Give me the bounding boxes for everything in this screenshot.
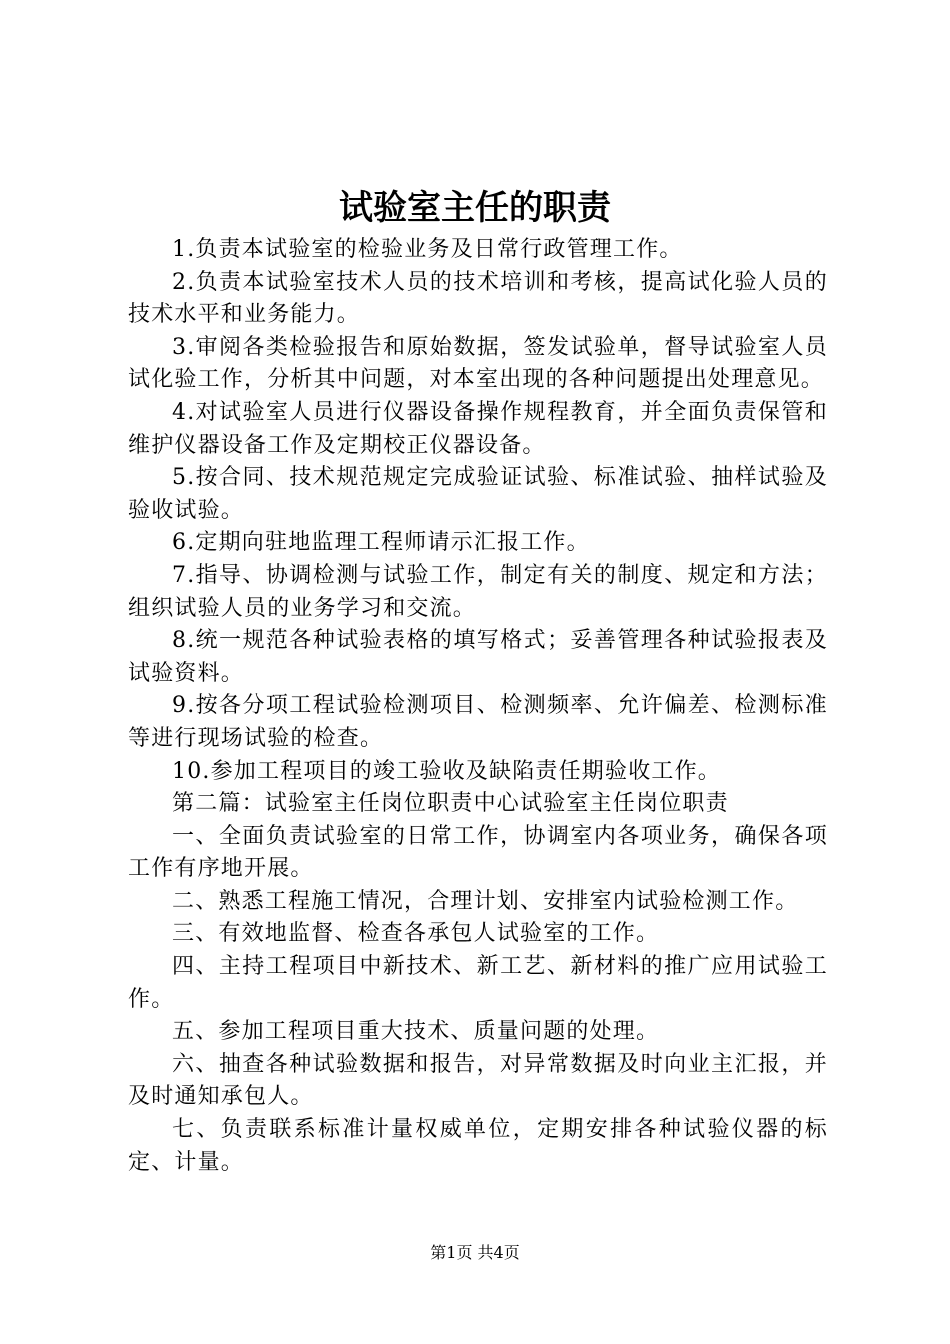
paragraph-5: 5.按合同、技术规范规定完成验证试验、标准试验、抽样试验及验收试验。	[128, 465, 828, 523]
duty-item-2: 二、熟悉工程施工情况，合理计划、安排室内试验检测工作。	[172, 888, 799, 914]
duty-item-3: 三、有效地监督、检查各承包人试验室的工作。	[172, 921, 660, 947]
paragraph-6: 6.定期向驻地监理工程师请示汇报工作。	[172, 530, 590, 556]
paragraph-2: 2.负责本试验室技术人员的技术培训和考核，提高试化验人员的技术水平和业务能力。	[128, 269, 828, 328]
paragraph-3: 3.审阅各类检验报告和原始数据，签发试验单，督导试验室人员试化验工作，分析其中问题，对本室出现的各种问题提出处理意见。	[128, 334, 828, 393]
paragraph-9: 9.按各分项工程试验检测项目、检测频率、允许偏差、检测标准等进行现场试验的检查。	[128, 693, 828, 751]
duty-item-7: 七、负责联系标准计量权威单位，定期安排各种试验仪器的标定、计量。	[128, 1117, 828, 1175]
duty-item-1: 一、全面负责试验室的日常工作，协调室内各项业务，确保各项工作有序地开展。	[128, 823, 828, 882]
section-heading-part-two: 第二篇：试验室主任岗位职责中心试验室主任岗位职责	[172, 791, 729, 817]
paragraph-7: 7.指导、协调检测与试验工作，制定有关的制度、规定和方法；组织试验人员的业务学习和交流。	[128, 562, 828, 621]
paragraph-1: 1.负责本试验室的检验业务及日常行政管理工作。	[172, 237, 683, 262]
document-body	[128, 234, 828, 1179]
duty-item-4: 四、主持工程项目中新技术、新工艺、新材料的推广应用试验工作。	[128, 954, 828, 1012]
paragraph-4: 4.对试验室人员进行仪器设备操作规程教育，并全面负责保管和维护仪器设备工作及定期校正仪器设备。	[128, 399, 828, 458]
document-title: 试验室主任的职责	[339, 188, 611, 228]
duty-item-6: 六、抽查各种试验数据和报告，对异常数据及时向业主汇报，并及时通知承包人。	[128, 1051, 828, 1110]
paragraph-10: 10.参加工程项目的竣工验收及缺陷责任期验收工作。	[172, 758, 721, 784]
paragraph-8: 8.统一规范各种试验表格的填写格式；妥善管理各种试验报表及试验资料。	[128, 628, 828, 686]
duty-item-5: 五、参加工程项目重大技术、质量问题的处理。	[172, 1019, 660, 1045]
page-number-footer: 第1页 共4页	[430, 1243, 520, 1262]
